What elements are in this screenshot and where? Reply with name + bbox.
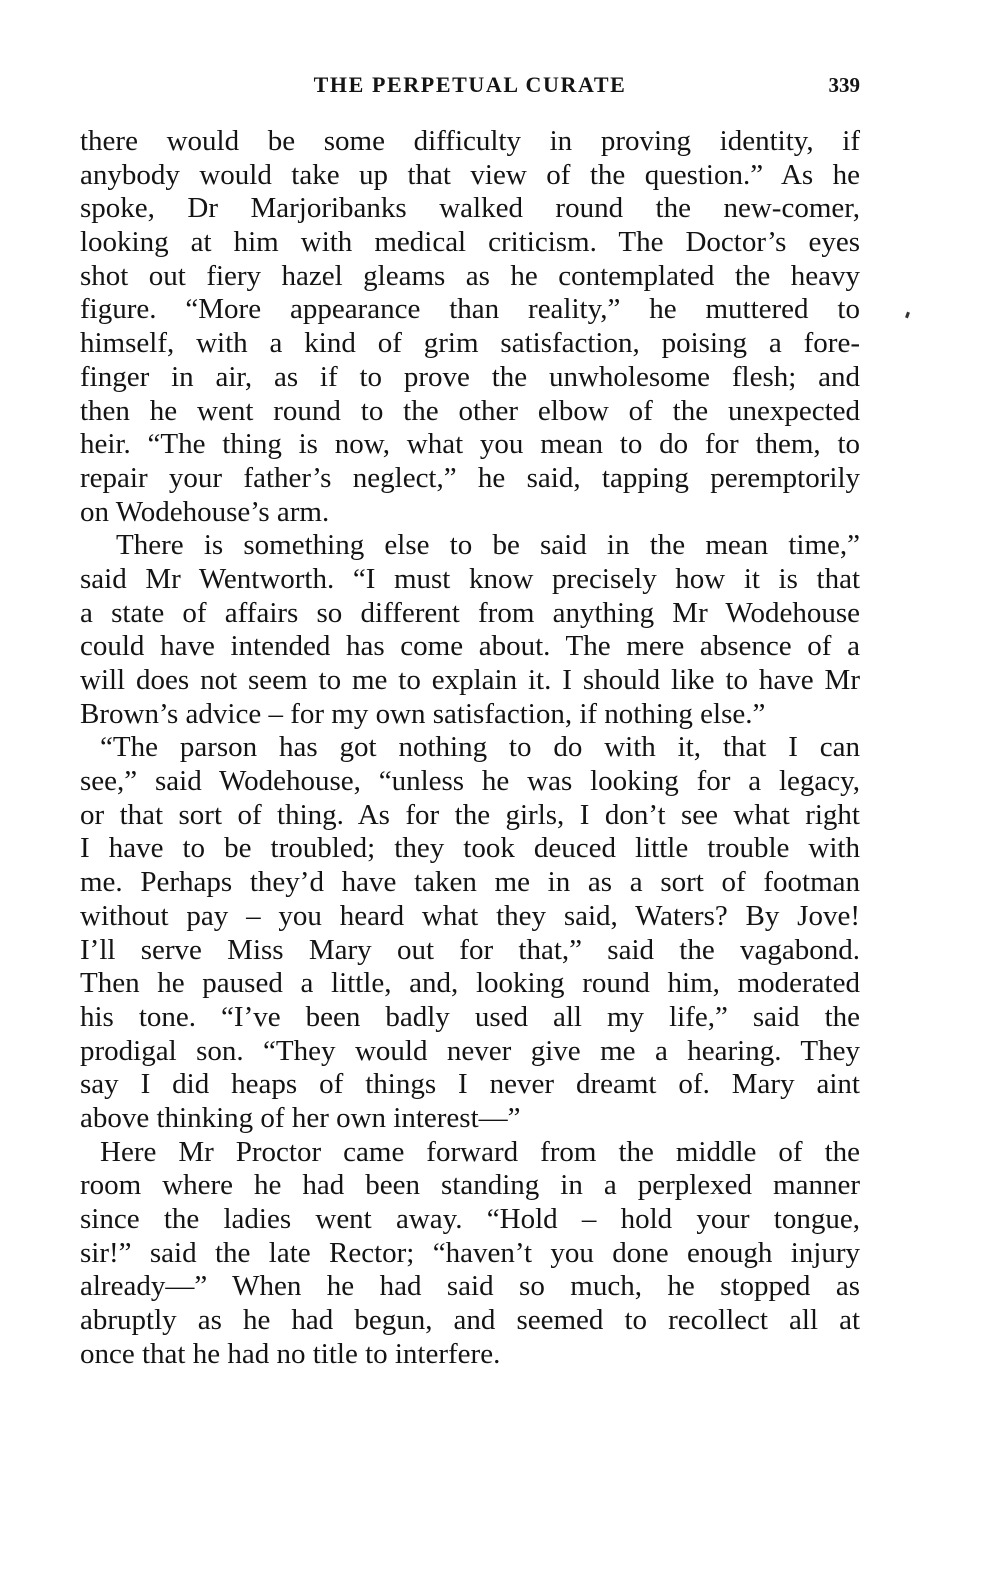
text-line: himself, with a kind of grim satisfaction, poising a fore- (80, 327, 860, 360)
text-line: without pay – you heard what they said, Waters? By Jove! (80, 899, 860, 932)
paragraph (80, 731, 860, 1135)
text-line: abruptly as he had begun, and seemed to recollect all at (80, 1304, 860, 1337)
text-line: I’ll serve Miss Mary out for that,” said the vagabond. (80, 933, 860, 966)
text-line: “The parson has got nothing to do with it, that I can (100, 731, 860, 764)
text-line: finger in air, as if to prove the unwholesome flesh; and (80, 360, 860, 393)
text-line: There is something else to be said in the mean time,” (116, 529, 860, 562)
text-line: see,” said Wodehouse, “unless he was looking for a legacy, (80, 765, 860, 798)
paragraph (80, 125, 860, 529)
text-line: anybody would take up that view of the question.” As he (80, 158, 860, 191)
text-line: room where he had been standing in a perplexed manner (80, 1169, 860, 1202)
text-line: could have intended has come about. The mere absence of a (80, 630, 860, 663)
text-line: spoke, Dr Marjoribanks walked round the new-comer, (80, 192, 860, 225)
text-line: Brown’s advice – for my own satisfaction, if nothing else.” (80, 697, 766, 730)
body-text (80, 125, 860, 1371)
text-line: will does not seem to me to explain it. I should like to have Mr (80, 664, 860, 696)
text-line: since the ladies went away. “Hold – hold your tongue, (80, 1203, 860, 1235)
text-line: already—” When he had said so much, he stopped as (80, 1270, 860, 1303)
text-line: his tone. “I’ve been badly used all my life,” said the (80, 1000, 860, 1033)
paragraph (80, 529, 860, 731)
text-line: Here Mr Proctor came forward from the middle of the (100, 1135, 860, 1168)
paragraph (80, 1136, 860, 1372)
text-line: I have to be troubled; they took deuced little trouble with (80, 832, 860, 865)
text-line: looking at him with medical criticism. The Doctor’s eyes (80, 226, 860, 259)
text-line: a state of affairs so different from anything Mr Wodehouse (80, 596, 860, 629)
text-line: above thinking of her own interest—” (80, 1101, 521, 1134)
text-line: prodigal son. “They would never give me a hearing. They (80, 1034, 860, 1067)
text-line: there would be some difficulty in proving identity, if (80, 125, 860, 157)
text-line: shot out fiery hazel gleams as he contemplated the heavy (80, 259, 860, 292)
text-line: Then he paused a little, and, looking round him, moderated (80, 967, 860, 1000)
text-line: repair your father’s neglect,” he said, tapping peremptorily (80, 461, 860, 494)
text-line: say I did heaps of things I never dreamt of. Mary aint (80, 1068, 860, 1101)
text-line: once that he had no title to interfere. (80, 1337, 501, 1370)
text-line: said Mr Wentworth. “I must know precisely how it is that (80, 562, 860, 595)
text-line: then he went round to the other elbow of the unexpected (80, 394, 860, 427)
text-line: on Wodehouse’s arm. (80, 495, 330, 528)
page-number: 339 (828, 73, 860, 97)
text-line: sir!” said the late Rector; “haven’t you done enough injury (80, 1236, 860, 1269)
text-line: or that sort of thing. As for the girls, I don’t see what right (80, 798, 860, 831)
text-line: figure. “More appearance than reality,” he muttered to (80, 293, 860, 326)
text-line: heir. “The thing is now, what you mean to do for them, to (80, 428, 860, 461)
running-head-title: THE PERPETUAL CURATE (313, 72, 627, 97)
text-line: me. Perhaps they’d have taken me in as a sort of footman (80, 866, 860, 899)
running-head (80, 68, 860, 102)
stray-mark (905, 312, 910, 319)
